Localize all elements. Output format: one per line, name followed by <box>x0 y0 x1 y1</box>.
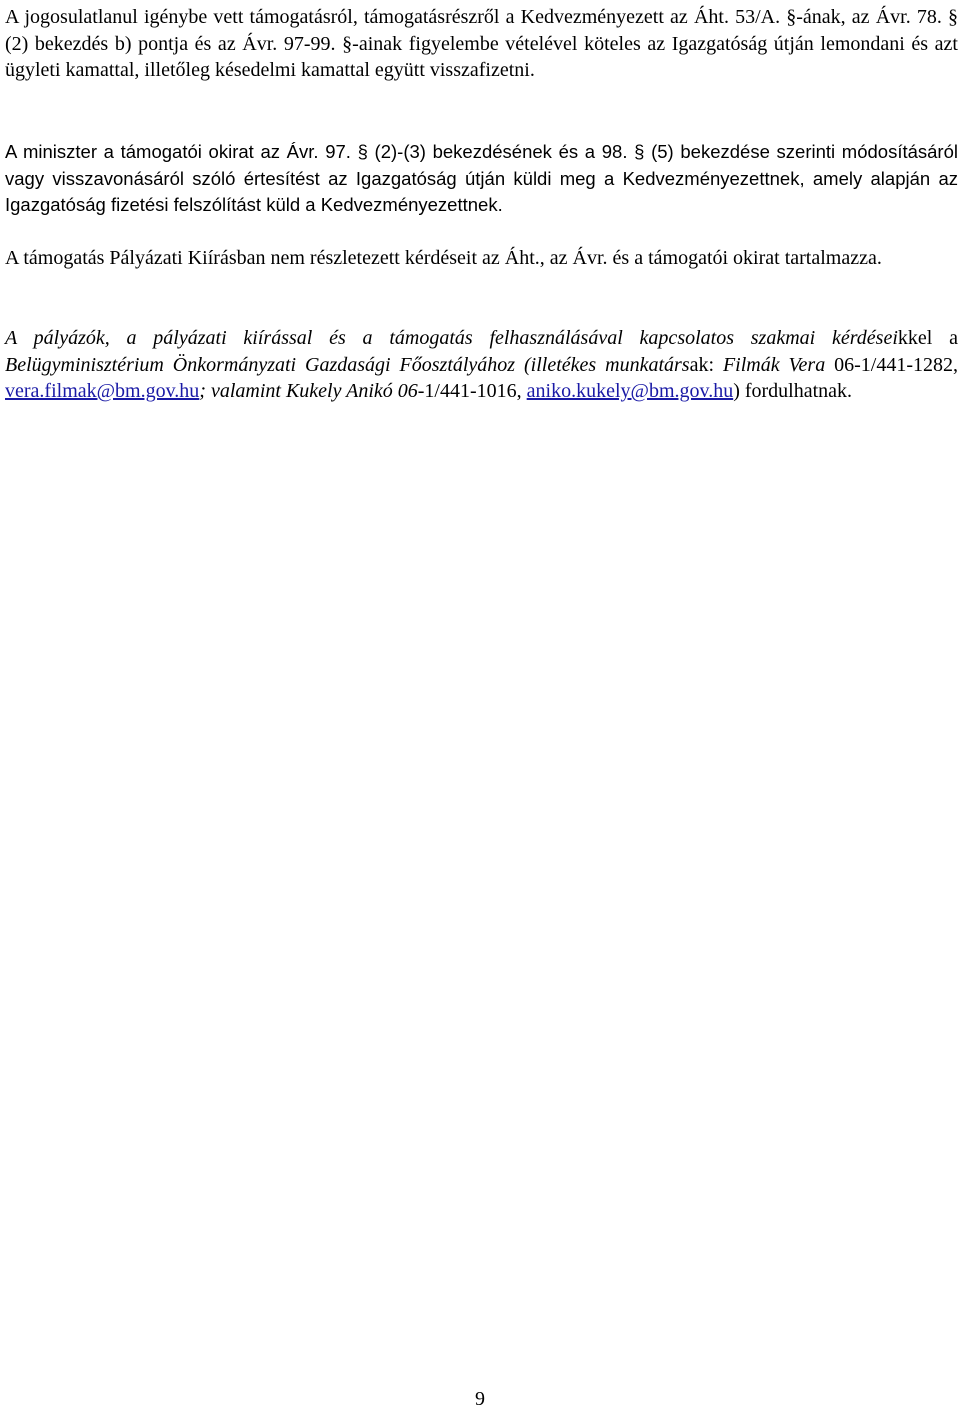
paragraph-contacts <box>5 325 958 405</box>
contact-phone-filmak: 06-1/441-1282, <box>825 353 959 376</box>
contacts-text-end: ) fordulhatnak. <box>733 380 853 402</box>
page-number: 9 <box>475 1388 485 1410</box>
paragraph-repayment-text: A jogosulatlanul igénybe vett támogatásról, támogatásrészről a Kedvezményezett az Áht. 53/A. §-ának, az Ávr. 78. § (2) bekezdés b) pontja és az Ávr. 97-99. §-ainak figyelembe vételével köteles az Igazgatóság útján lemondani és azt ügyleti kamattal, illetőleg késedelmi kamattal együtt visszafizetni. <box>5 6 958 81</box>
paragraph-notification-text: A miniszter a támogatói okirat az Ávr. 97. § (2)-(3) bekezdésének és a 98. § (5) bekezdése szerinti módosításáról vagy visszavonásáról szóló értesítést az Igazgatóság útján küldi meg a Kedvezményezettnek, amely alapján az Igazgatóság fizetési felszólítást küld a Kedvezményezettnek. <box>5 141 958 215</box>
email-link-filmak[interactable]: vera.filmak@bm.gov.hu <box>5 380 200 402</box>
paragraph-scope-text: A támogatás Pályázati Kiírásban nem részletezett kérdéseit az Áht., az Ávr. és a támogatói okirat tartalmazza. <box>5 247 882 269</box>
paragraph-repayment <box>5 4 958 84</box>
contact-name-filmak: Filmák Vera <box>722 353 826 376</box>
contacts-text-a: kkel a <box>897 327 959 349</box>
email-link-kukely[interactable]: aniko.kukely@bm.gov.hu <box>526 380 734 402</box>
contact-name-kukely: ; valamint Kukely Anikó 06 <box>199 380 418 402</box>
paragraph-notification <box>5 139 958 219</box>
contact-phone-kukely: -1/441-1016, <box>417 380 527 402</box>
contacts-text-b: ak: <box>689 353 723 376</box>
contacts-intro: A pályázók, a pályázati kiírással és a támogatás felhasználásával kapcsolatos szakmai kérdései <box>5 327 898 349</box>
paragraph-contacts-text <box>5 325 958 405</box>
paragraph-scope <box>5 245 958 272</box>
contacts-ministry: Belügyminisztérium Önkormányzati Gazdasági Főosztályához (illetékes munkatárs <box>5 353 690 376</box>
